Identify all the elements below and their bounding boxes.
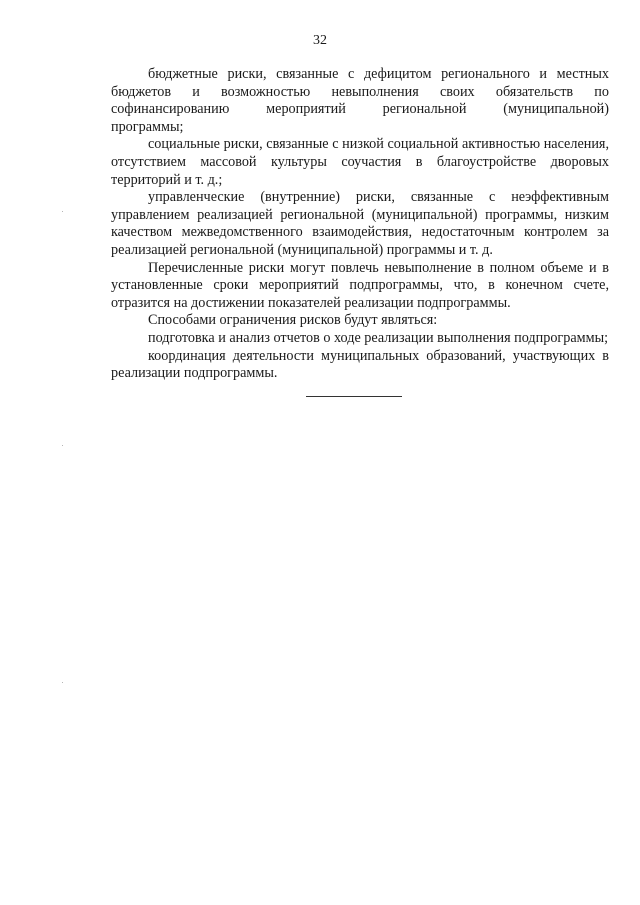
paragraph-social-risks: социальные риски, связанные с низкой социальной активностью населения, отсутствием массовой культуры соучастия в благоустройстве дворовых территорий и т. д.; — [111, 136, 609, 188]
paragraph-budget-risks: бюджетные риски, связанные с дефицитом регионального и местных бюджетов и возможностью невыполнения своих обязательств по софинансированию мероприятий региональной (муниципальной) — [111, 66, 609, 118]
paragraph-consequences: Перечисленные риски могут повлечь невыполнение в полном объеме и в установленные сроки мероприятий подпрограммы, что, в конечном счете, отразится на достижении показателей реализации подпрограммы. — [111, 259, 609, 311]
margin-dot — [62, 445, 63, 446]
end-of-section-rule — [306, 396, 402, 397]
margin-dot — [62, 682, 63, 683]
paragraph-budget-risks-tail: программы; — [111, 118, 184, 135]
paragraph-management-risks: управленческие (внутренние) риски, связанные с неэффективным управлением реализацией региональной (муниципальной) программы, низким качеством межведомственного взаимодействия, недостаточным контролем за реализацией региональной (муниципальной) программы и т. д. — [111, 189, 609, 258]
paragraph-mitigation-intro: Способами ограничения рисков будут являться: — [148, 312, 438, 329]
page-number: 32 — [313, 33, 327, 48]
paragraph-mitigation-coordination: координация деятельности муниципальных образований, участвующих в реализации подпрограммы. — [111, 347, 609, 382]
margin-dot — [62, 211, 63, 212]
paragraph-mitigation-reporting: подготовка и анализ отчетов о ходе реализации выполнения подпрограммы; — [148, 329, 609, 346]
document-body — [111, 66, 609, 397]
